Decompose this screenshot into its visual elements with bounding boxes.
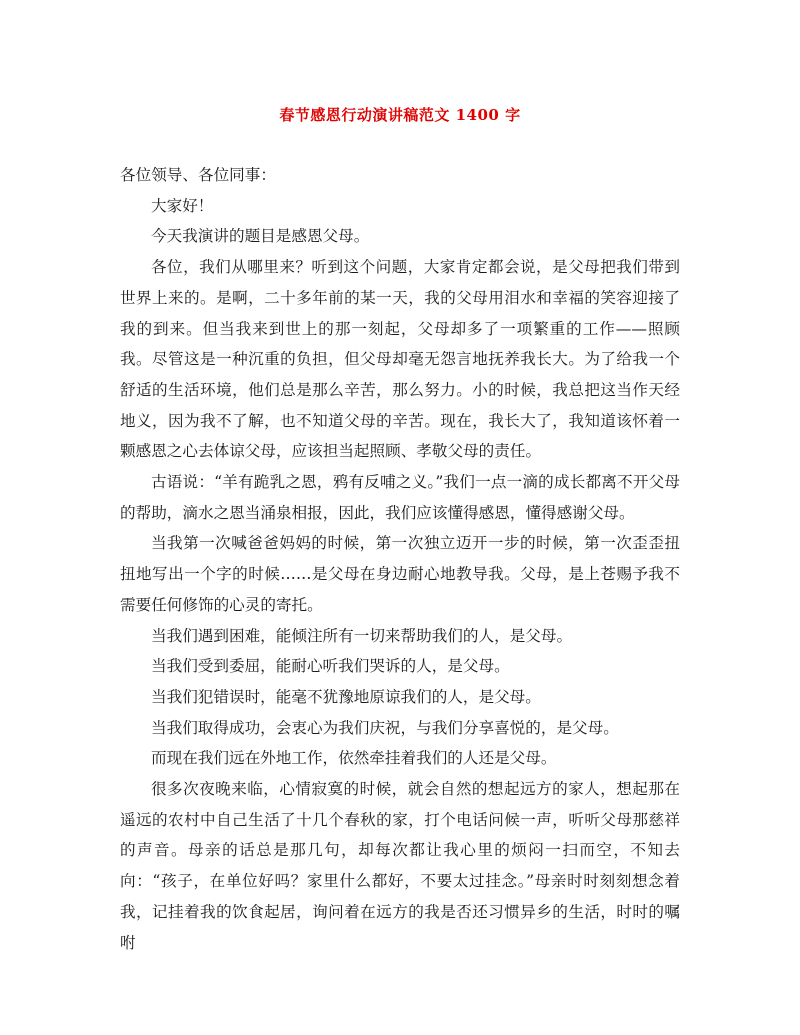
paragraph-11: 很多次夜晚来临，心情寂寞的时候，就会自然的想起远方的家人，想起那在遥远的农村中自己生活了十几个春秋的家，打个电话问候一声，听听父母那慈祥的声音。母亲的话总是那几句，却每次都让我心里的烦闷一扫而空，不知去向：“孩子，在单位好吗？家里什么都好，不要太过挂念。”母亲时时刻刻想念着我，记挂着我的饮食起居，询问着在远方的我是否还习惯异乡的生活，时时的嘱咐 [120, 780, 680, 952]
paragraph-3: 各位，我们从哪里来？听到这个问题，大家肯定都会说，是父母把我们带到世界上来的。是啊，二十多年前的某一天，我的父母用泪水和幸福的笑容迎接了我的到来。但当我来到世上的那一刻起，父母却多了一项繁重的工作——照顾我。尽管这是一种沉重的负担，但父母却毫无怨言地抚养我长大。为了给我一个舒适的生活环境，他们总是那么辛苦，那么努力。小的时候，我总把这当作天经地义，因为我不了解，也不知道父母的辛苦。现在，我长大了，我知道该怀着一颗感恩之心去体谅父母，应该担当起照顾、孝敬父母的责任。 [120, 258, 680, 461]
greeting: 各位领导、各位同事： [120, 166, 276, 184]
paragraph-5: 当我第一次喊爸爸妈妈的时候，第一次独立迈开一步的时候，第一次歪歪扭扭地写出一个字的时候……是父母在身边耐心地教导我。父母，是上苍赐予我不需要任何修饰的心灵的寄托。 [120, 534, 680, 614]
paragraph-4: 古语说：“羊有跪乳之恩，鸦有反哺之义。”我们一点一滴的成长都离不开父母的帮助，滴水之恩当涌泉相报，因此，我们应该懂得感恩，懂得感谢父母。 [120, 473, 680, 522]
document-body [120, 160, 680, 958]
paragraph-7: 当我们受到委屈，能耐心听我们哭诉的人，是父母。 [151, 657, 510, 676]
paragraph-2: 今天我演讲的题目是感恩父母。 [151, 227, 370, 246]
paragraph-10: 而现在我们远在外地工作，依然牵挂着我们的人还是父母。 [151, 749, 557, 768]
paragraph-6: 当我们遇到困难，能倾注所有一切来帮助我们的人，是父母。 [151, 626, 573, 645]
paragraph-9: 当我们取得成功，会衷心为我们庆祝，与我们分享喜悦的，是父母。 [151, 718, 619, 737]
paragraph-8: 当我们犯错误时，能毫不犹豫地原谅我们的人，是父母。 [151, 687, 541, 706]
paragraph-1: 大家好！ [151, 196, 214, 215]
document-title: 春节感恩行动演讲稿范文 1400 字 [279, 106, 521, 124]
